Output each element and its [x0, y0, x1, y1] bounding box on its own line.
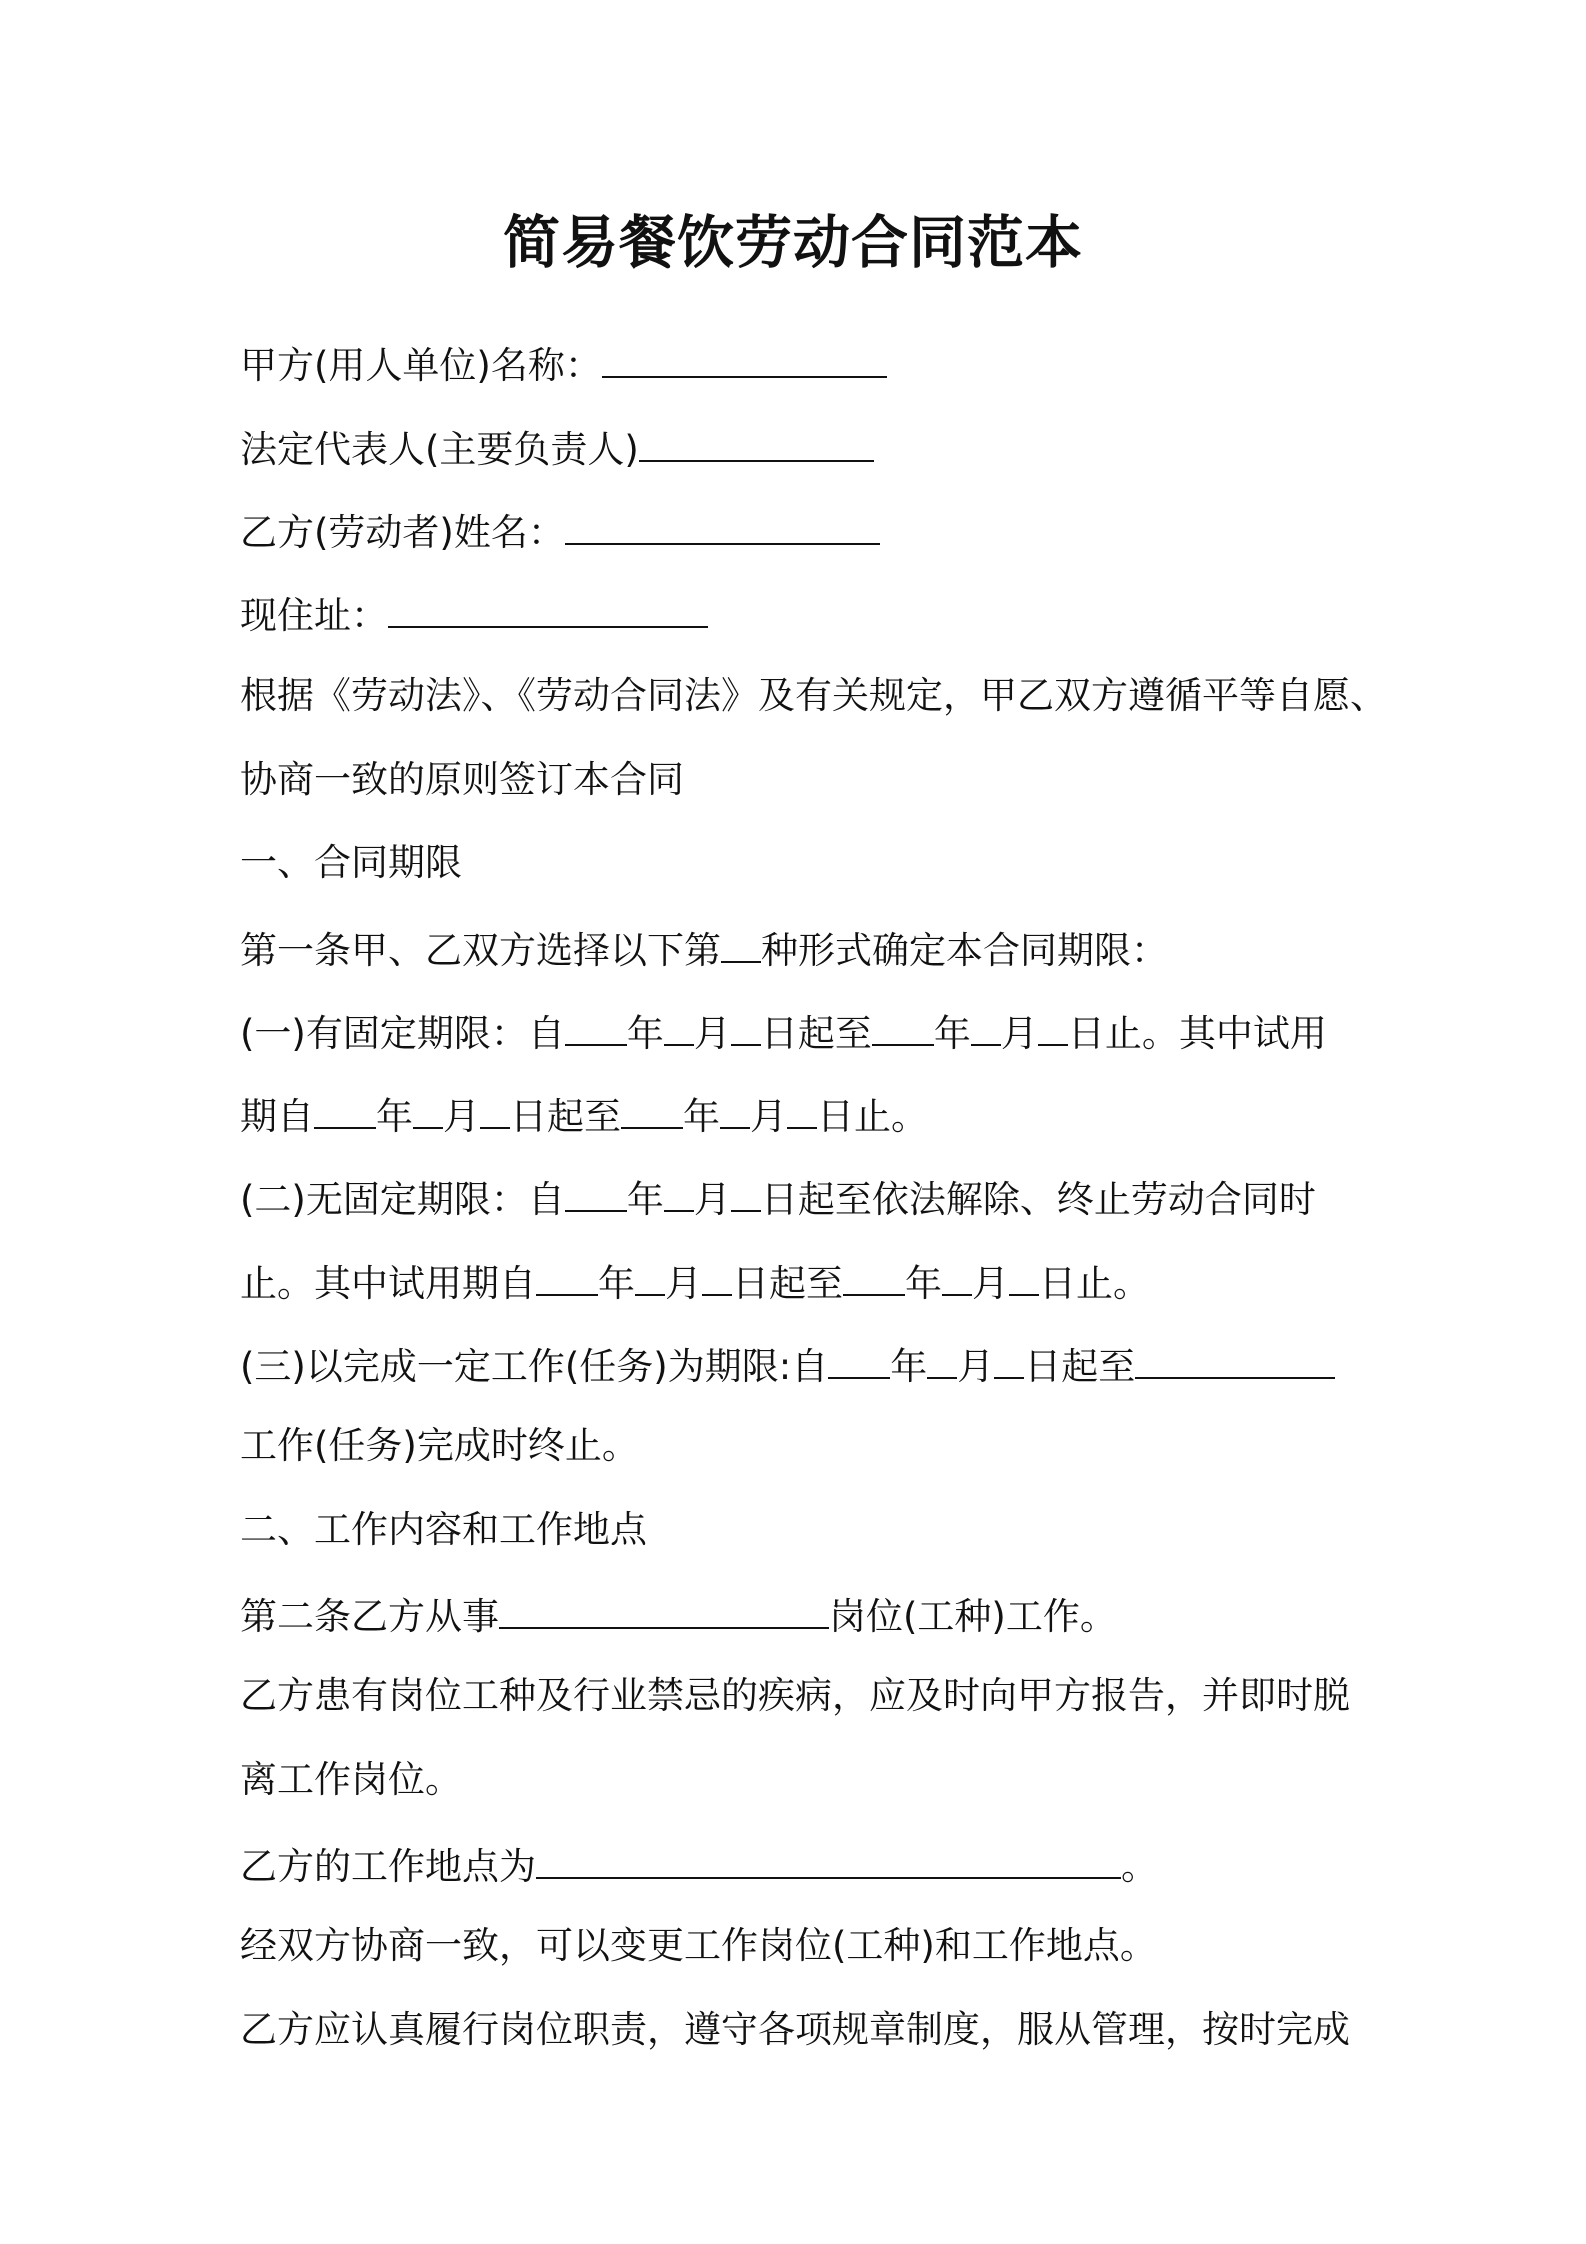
text-line [240, 582, 708, 642]
fill-in-blank[interactable] [731, 1166, 761, 1212]
fill-in-blank[interactable] [721, 917, 761, 963]
document-title: 简易餐饮劳动合同范本 [503, 210, 1083, 276]
line-text: 日起至依法解除、终止劳动合同时 [760, 1178, 1316, 1221]
fill-in-blank[interactable] [664, 1166, 694, 1212]
line-text: 日起至 [732, 1262, 843, 1305]
text-line [240, 416, 874, 476]
fill-in-blank[interactable] [314, 1083, 376, 1129]
line-text: 乙方的工作地点为 [240, 1845, 536, 1888]
line-text: 法定代表人(主要负责人) [240, 428, 639, 471]
line-text: 年 [933, 1012, 971, 1055]
text-line [240, 2000, 1350, 2060]
text-line [240, 1416, 639, 1476]
text-line [240, 833, 462, 893]
line-text: 二、工作内容和工作地点 [240, 1508, 647, 1551]
line-text: 工作(任务)完成时终止。 [240, 1424, 639, 1467]
fill-in-blank[interactable] [480, 1083, 510, 1129]
line-text: 月 [1000, 1012, 1038, 1055]
line-text: 甲方(用人单位)名称： [240, 344, 602, 387]
fill-in-blank[interactable] [536, 1833, 1121, 1879]
line-text: 根据《劳动法》、《劳动合同法》及有关规定，甲乙双方遵循平等自愿、 [240, 674, 1387, 717]
fill-in-blank[interactable] [499, 1583, 829, 1629]
line-text: 月 [750, 1095, 787, 1138]
line-text: 第二条乙方从事 [240, 1595, 499, 1638]
text-line [240, 1583, 1117, 1643]
line-text: 期自 [240, 1095, 314, 1138]
line-text: 一、合同期限 [240, 841, 462, 884]
line-text: (三)以完成一定工作(任务)为期限:自 [240, 1345, 829, 1388]
line-text: 年 [376, 1095, 413, 1138]
line-text: 现住址： [240, 594, 388, 637]
text-line [240, 1083, 928, 1143]
line-text: 月 [693, 1012, 731, 1055]
line-text: (一)有固定期限：自 [240, 1012, 565, 1055]
fill-in-blank[interactable] [927, 1333, 957, 1379]
line-text: 年 [626, 1178, 664, 1221]
fill-in-blank[interactable] [536, 1250, 598, 1296]
line-text: 离工作岗位。 [240, 1758, 462, 1801]
fill-in-blank[interactable] [843, 1250, 905, 1296]
line-text: 日起至 [1024, 1345, 1136, 1388]
line-text: 种形式确定本合同期限： [761, 929, 1168, 972]
fill-in-blank[interactable] [664, 1000, 694, 1046]
line-text: 月 [693, 1178, 731, 1221]
text-line [240, 1000, 1327, 1060]
line-text: 日止。其中试用 [1067, 1012, 1327, 1055]
fill-in-blank[interactable] [565, 1000, 627, 1046]
fill-in-blank[interactable] [635, 1250, 665, 1296]
fill-in-blank[interactable] [787, 1083, 817, 1129]
fill-in-blank[interactable] [413, 1083, 443, 1129]
text-line [240, 1250, 1150, 1310]
text-line [240, 666, 1387, 726]
fill-in-blank[interactable] [639, 416, 874, 462]
fill-in-blank[interactable] [1009, 1250, 1039, 1296]
line-text: 年 [890, 1345, 928, 1388]
line-text: 乙方应认真履行岗位职责，遵守各项规章制度，服从管理，按时完成 [240, 2008, 1350, 2051]
fill-in-blank[interactable] [1135, 1333, 1335, 1379]
line-text: 年 [598, 1262, 635, 1305]
line-text: 月 [665, 1262, 702, 1305]
line-text: 月 [957, 1345, 995, 1388]
fill-in-blank[interactable] [942, 1250, 972, 1296]
line-text: 。 [1121, 1845, 1158, 1888]
text-line [240, 1916, 1157, 1976]
fill-in-blank[interactable] [731, 1000, 761, 1046]
text-line [240, 332, 887, 392]
fill-in-blank[interactable] [702, 1250, 732, 1296]
fill-in-blank[interactable] [621, 1083, 683, 1129]
line-text: 年 [683, 1095, 720, 1138]
fill-in-blank[interactable] [565, 1166, 627, 1212]
line-text: 年 [626, 1012, 664, 1055]
line-text: (二)无固定期限：自 [240, 1178, 565, 1221]
line-text: 年 [905, 1262, 942, 1305]
line-text: 日起至 [760, 1012, 872, 1055]
fill-in-blank[interactable] [720, 1083, 750, 1129]
text-line [240, 917, 1168, 977]
line-text: 经双方协商一致，可以变更工作岗位(工种)和工作地点。 [240, 1924, 1157, 1967]
fill-in-blank[interactable] [971, 1000, 1001, 1046]
fill-in-blank[interactable] [828, 1333, 890, 1379]
text-line [240, 1666, 1350, 1726]
line-text: 日起至 [510, 1095, 621, 1138]
fill-in-blank[interactable] [602, 332, 887, 378]
line-text: 岗位(工种)工作。 [829, 1595, 1117, 1638]
line-text: 月 [972, 1262, 1009, 1305]
line-text: 日止。 [817, 1095, 928, 1138]
line-text: 止。其中试用期自 [240, 1262, 536, 1305]
text-line [240, 1500, 647, 1560]
text-line [240, 499, 880, 559]
fill-in-blank[interactable] [1038, 1000, 1068, 1046]
line-text: 乙方(劳动者)姓名： [240, 511, 565, 554]
text-line [240, 750, 684, 810]
line-text: 乙方患有岗位工种及行业禁忌的疾病，应及时向甲方报告，并即时脱 [240, 1674, 1350, 1717]
line-text: 月 [443, 1095, 480, 1138]
text-line [240, 1166, 1316, 1226]
text-line [240, 1750, 462, 1810]
fill-in-blank[interactable] [565, 499, 880, 545]
line-text: 日止。 [1039, 1262, 1150, 1305]
line-text: 协商一致的原则签订本合同 [240, 758, 684, 801]
text-line [240, 1833, 1158, 1893]
fill-in-blank[interactable] [994, 1333, 1024, 1379]
line-text: 第一条甲、乙双方选择以下第 [240, 929, 721, 972]
text-line [240, 1333, 1335, 1393]
fill-in-blank[interactable] [388, 582, 708, 628]
fill-in-blank[interactable] [872, 1000, 934, 1046]
